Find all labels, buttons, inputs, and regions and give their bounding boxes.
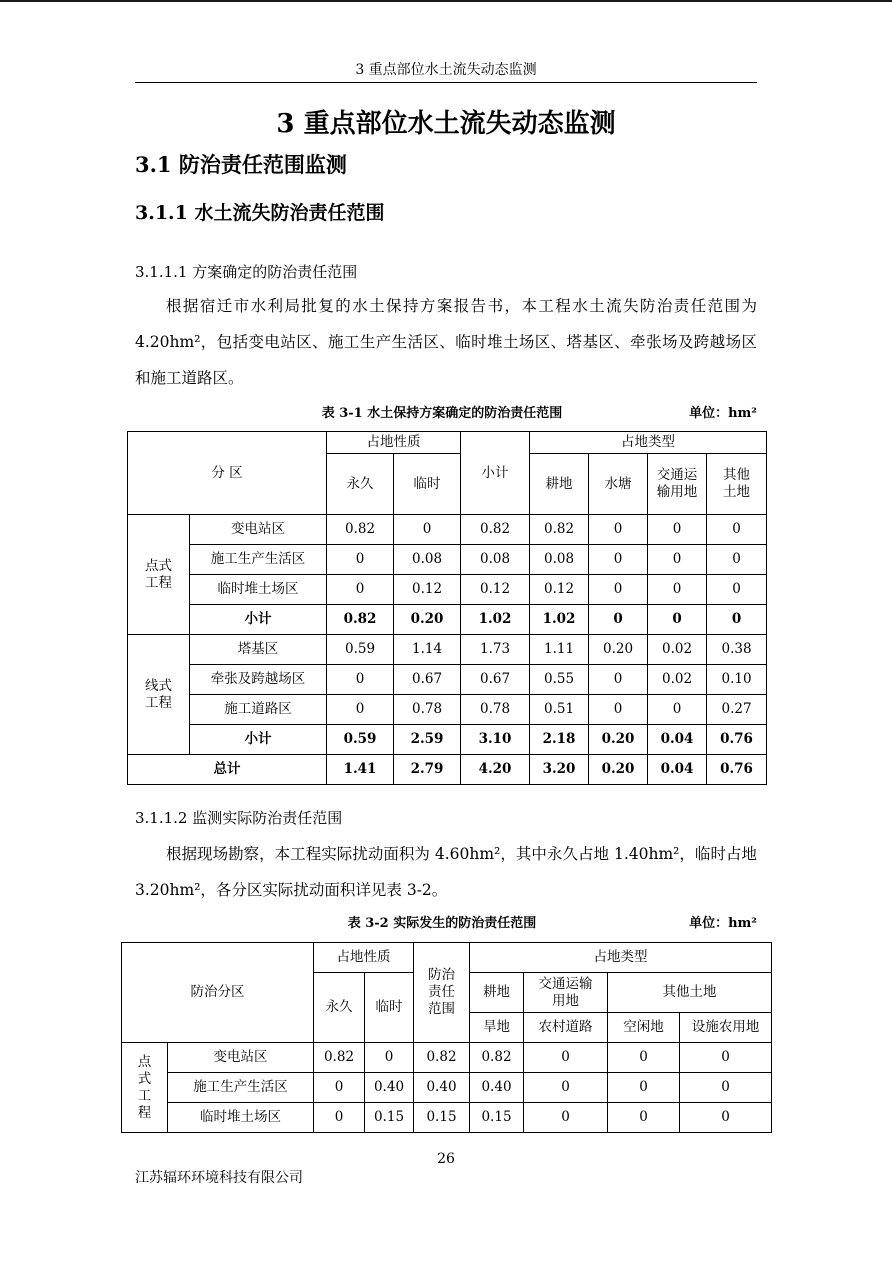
total-label: 总计 xyxy=(128,755,327,785)
cell: 0 xyxy=(648,545,707,575)
cell: 0.82 xyxy=(470,1043,524,1073)
cell: 0.15 xyxy=(470,1103,524,1133)
table2-unit: 单位：hm² xyxy=(689,916,757,931)
header-rule xyxy=(135,82,757,83)
cell: 0.12 xyxy=(461,575,530,605)
row-name: 牵张及跨越场区 xyxy=(190,665,327,695)
subsection-heading: 3.1.1 水土流失防治责任范围 xyxy=(135,202,385,224)
cell: 0.51 xyxy=(530,695,589,725)
header-temporary: 临时 xyxy=(365,973,414,1043)
cell: 0 xyxy=(589,605,648,635)
table-3-1 xyxy=(127,431,767,785)
cell: 0.40 xyxy=(470,1073,524,1103)
cell: 1.14 xyxy=(394,635,461,665)
cell: 0 xyxy=(608,1073,680,1103)
header-land-nature: 占地性质 xyxy=(327,432,461,454)
cell: 2.59 xyxy=(394,725,461,755)
cell: 0 xyxy=(314,1103,365,1133)
header-idle-land: 空闲地 xyxy=(608,1013,680,1043)
header-other-land: 其他土地 xyxy=(707,454,767,515)
cell: 0.15 xyxy=(365,1103,414,1133)
cell: 0.67 xyxy=(394,665,461,695)
table2-caption-row xyxy=(127,912,757,932)
cell: 2.79 xyxy=(394,755,461,785)
sub2-paragraph: 根据现场勘察，本工程实际扰动面积为 4.60hm²，其中永久占地 1.40hm²，临时占地 3.20hm²，各分区实际扰动面积详见表 3-2。 xyxy=(135,845,757,899)
footer-company: 江苏辐环环境科技有限公司 xyxy=(135,1170,303,1186)
header-transport-land: 交通运输用地 xyxy=(648,454,707,515)
row-name: 临时堆土场区 xyxy=(190,575,327,605)
cell: 0 xyxy=(648,605,707,635)
cell: 0 xyxy=(524,1103,608,1133)
table1-caption-row xyxy=(127,402,757,422)
cell: 0.82 xyxy=(314,1043,365,1073)
cell: 0.82 xyxy=(530,515,589,545)
header-farmland: 耕地 xyxy=(530,454,589,515)
cell: 0 xyxy=(608,1103,680,1133)
header-subtotal: 小计 xyxy=(461,432,530,515)
cell: 0.20 xyxy=(589,635,648,665)
cell: 0.67 xyxy=(461,665,530,695)
cell: 0 xyxy=(707,605,767,635)
cell: 0 xyxy=(394,515,461,545)
cell: 0.20 xyxy=(589,725,648,755)
cell: 0 xyxy=(680,1073,772,1103)
header-permanent: 永久 xyxy=(327,454,394,515)
cell: 0 xyxy=(327,545,394,575)
cell: 0 xyxy=(680,1043,772,1073)
subtotal-label: 小计 xyxy=(190,725,327,755)
table-3-2 xyxy=(121,942,772,1133)
cell: 0.59 xyxy=(327,725,394,755)
header-land-type: 占地类型 xyxy=(530,432,767,454)
table1-unit: 单位：hm² xyxy=(689,406,757,421)
cell: 2.18 xyxy=(530,725,589,755)
sub2-heading: 3.1.1.2 监测实际防治责任范围 xyxy=(135,809,343,827)
cell: 0 xyxy=(314,1073,365,1103)
cell: 0.02 xyxy=(648,665,707,695)
cell: 0 xyxy=(589,695,648,725)
header-dry-land: 旱地 xyxy=(470,1013,524,1043)
cell: 0.20 xyxy=(589,755,648,785)
cell: 0 xyxy=(327,695,394,725)
cell: 0.15 xyxy=(414,1103,470,1133)
cell: 0.76 xyxy=(707,725,767,755)
cell: 0.08 xyxy=(394,545,461,575)
cell: 0.55 xyxy=(530,665,589,695)
header-land-type: 占地类型 xyxy=(470,943,772,973)
page-number: 26 xyxy=(437,1151,455,1167)
cell: 0.82 xyxy=(461,515,530,545)
header-facility-land: 设施农用地 xyxy=(680,1013,772,1043)
header-permanent: 永久 xyxy=(314,973,365,1043)
cell: 0 xyxy=(648,515,707,545)
cell: 0.27 xyxy=(707,695,767,725)
subtotal-label: 小计 xyxy=(190,605,327,635)
header-zone: 分 区 xyxy=(128,432,327,515)
cell: 0 xyxy=(524,1073,608,1103)
cell: 0 xyxy=(327,575,394,605)
header-transport-land: 交通运输用地 xyxy=(524,973,608,1013)
cell: 0 xyxy=(365,1043,414,1073)
cell: 0 xyxy=(608,1043,680,1073)
cell: 0 xyxy=(648,575,707,605)
cell: 1.11 xyxy=(530,635,589,665)
cell: 0.40 xyxy=(414,1073,470,1103)
cell: 0 xyxy=(680,1103,772,1133)
cell: 0.76 xyxy=(707,755,767,785)
group-point-works: 点式工程 xyxy=(128,515,190,635)
header-pond: 水塘 xyxy=(589,454,648,515)
row-name: 临时堆土场区 xyxy=(168,1103,314,1133)
sub1-heading: 3.1.1.1 方案确定的防治责任范围 xyxy=(135,263,358,281)
running-header: 3 重点部位水土流失动态监测 xyxy=(355,62,537,78)
header-rural-road: 农村道路 xyxy=(524,1013,608,1043)
cell: 0.08 xyxy=(461,545,530,575)
cell: 0.12 xyxy=(394,575,461,605)
header-land-nature: 占地性质 xyxy=(314,943,414,973)
row-name: 施工道路区 xyxy=(190,695,327,725)
cell: 0.78 xyxy=(461,695,530,725)
cell: 0.82 xyxy=(327,605,394,635)
row-name: 施工生产生活区 xyxy=(168,1073,314,1103)
cell: 4.20 xyxy=(461,755,530,785)
row-name: 施工生产生活区 xyxy=(190,545,327,575)
cell: 0 xyxy=(589,545,648,575)
cell: 0 xyxy=(707,575,767,605)
cell: 0 xyxy=(524,1043,608,1073)
header-other-land: 其他土地 xyxy=(608,973,772,1013)
table1-caption: 表 3-1 水土保持方案确定的防治责任范围 xyxy=(321,406,563,421)
row-name: 变电站区 xyxy=(190,515,327,545)
group-point-works: 点式工程 xyxy=(122,1043,168,1133)
cell: 0.02 xyxy=(648,635,707,665)
cell: 0 xyxy=(707,515,767,545)
cell: 0.82 xyxy=(327,515,394,545)
cell: 0.04 xyxy=(648,755,707,785)
cell: 0.20 xyxy=(394,605,461,635)
chapter-title: 3 重点部位水土流失动态监测 xyxy=(276,109,616,139)
cell: 0 xyxy=(589,575,648,605)
sub1-paragraph: 根据宿迁市水利局批复的水土保持方案报告书，本工程水土流失防治责任范围为 4.20hm²，包括变电站区、施工生产生活区、临时堆土场区、塔基区、牵张场及跨越场区和施工道路区。 xyxy=(135,297,757,387)
header-zone: 防治分区 xyxy=(122,943,314,1043)
cell: 0.12 xyxy=(530,575,589,605)
header-farmland: 耕地 xyxy=(470,973,524,1013)
cell: 0 xyxy=(648,695,707,725)
cell: 0 xyxy=(589,665,648,695)
cell: 1.73 xyxy=(461,635,530,665)
row-name: 变电站区 xyxy=(168,1043,314,1073)
cell: 3.20 xyxy=(530,755,589,785)
header-scope: 防治责任范围 xyxy=(414,943,470,1043)
cell: 0 xyxy=(707,545,767,575)
cell: 1.41 xyxy=(327,755,394,785)
cell: 0.08 xyxy=(530,545,589,575)
cell: 0.10 xyxy=(707,665,767,695)
cell: 1.02 xyxy=(530,605,589,635)
cell: 0.38 xyxy=(707,635,767,665)
cell: 0.04 xyxy=(648,725,707,755)
cell: 1.02 xyxy=(461,605,530,635)
group-line-works: 线式工程 xyxy=(128,635,190,755)
table2-caption: 表 3-2 实际发生的防治责任范围 xyxy=(347,916,537,931)
cell: 0.78 xyxy=(394,695,461,725)
header-temporary: 临时 xyxy=(394,454,461,515)
cell: 0.59 xyxy=(327,635,394,665)
cell: 0 xyxy=(589,515,648,545)
section-heading: 3.1 防治责任范围监测 xyxy=(135,152,347,177)
top-border xyxy=(0,0,892,2)
cell: 0.82 xyxy=(414,1043,470,1073)
cell: 3.10 xyxy=(461,725,530,755)
row-name: 塔基区 xyxy=(190,635,327,665)
cell: 0.40 xyxy=(365,1073,414,1103)
cell: 0 xyxy=(327,665,394,695)
